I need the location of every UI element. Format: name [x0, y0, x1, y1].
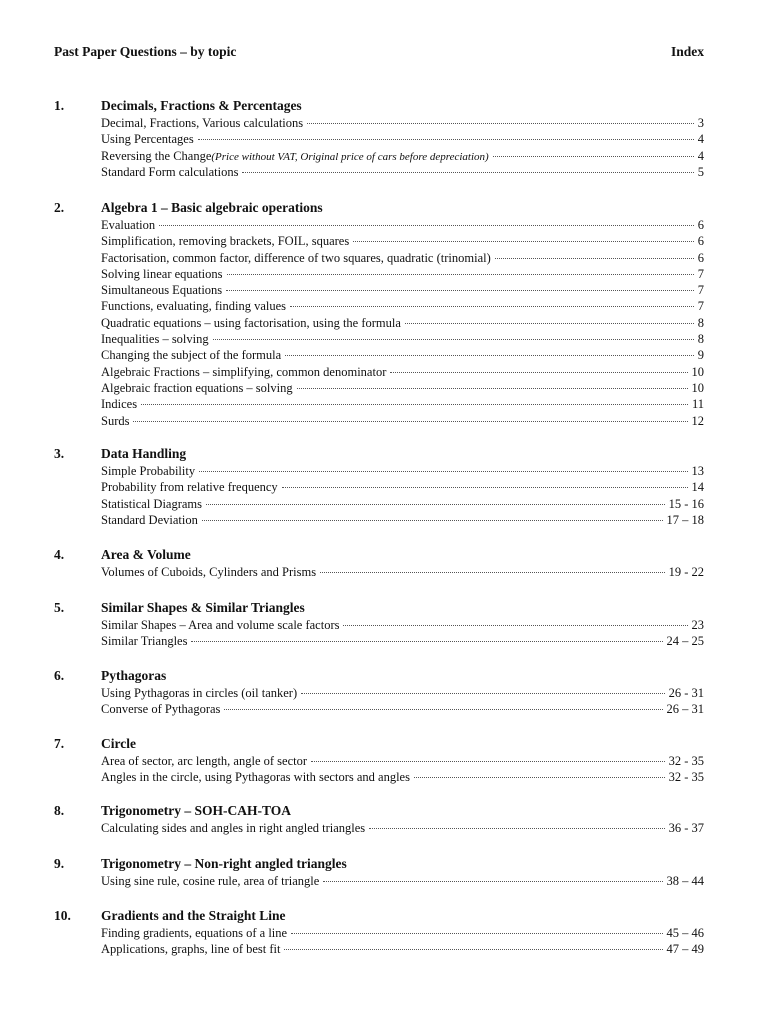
entry-label: Using sine rule, cosine rule, area of triangle [101, 874, 320, 888]
toc-entry [101, 512, 704, 528]
dot-leader [227, 274, 694, 275]
toc-entry [101, 250, 704, 266]
toc-entry [101, 380, 704, 396]
section-number: 2. [54, 200, 65, 215]
section-heading [54, 547, 704, 564]
entry-page-number: 26 – 31 [666, 702, 704, 717]
entry-label: Inequalities – solving [101, 332, 209, 347]
dot-leader [141, 404, 688, 405]
entry-label: Converse of Pythagoras [101, 702, 221, 717]
section-number: 4. [54, 547, 65, 562]
toc-entry [101, 496, 704, 512]
toc-entry [101, 413, 704, 429]
section-title: Area & Volume [101, 547, 191, 562]
entry-page-number: 4 [697, 148, 704, 163]
dot-leader [343, 625, 687, 626]
entry-label: Using Percentages [101, 132, 194, 147]
dot-leader [206, 504, 665, 505]
toc-entry [101, 266, 704, 282]
section-heading [54, 98, 704, 115]
dot-leader [191, 641, 662, 642]
dot-leader [198, 139, 694, 140]
entry-page-number: 4 [697, 132, 704, 147]
toc-section [54, 600, 704, 650]
entry-page-number: 5 [697, 164, 704, 179]
dot-leader [307, 123, 694, 124]
entry-page-number: 24 – 25 [666, 634, 704, 649]
entry-label: Reversing the Change [101, 148, 212, 163]
toc-section [54, 200, 704, 429]
toc-entry [101, 769, 704, 785]
section-number: 10. [54, 908, 71, 923]
toc-entry [101, 701, 704, 717]
toc-section [54, 98, 704, 180]
entry-label: Decimal, Fractions, Various calculations [101, 116, 304, 130]
entry-page-number: 17 – 18 [666, 512, 704, 527]
section-title: Gradients and the Straight Line [101, 908, 286, 923]
toc-section [54, 856, 704, 889]
entry-label: Angles in the circle, using Pythagoras with sectors and angles [101, 770, 410, 785]
entry-page-number: 14 [691, 480, 704, 495]
entry-label: Statistical Diagrams [101, 496, 203, 511]
toc-section [54, 736, 704, 786]
entry-label: Simple Probability [101, 464, 196, 478]
entry-page-number: 32 - 35 [668, 770, 704, 785]
entry-page-number: 9 [697, 348, 704, 363]
entry-page-number: 10 [691, 380, 704, 395]
section-number: 8. [54, 803, 65, 818]
entry-label: Indices [101, 397, 138, 412]
entry-page-number: 12 [691, 413, 704, 428]
toc-section [54, 668, 704, 718]
toc-section [54, 908, 704, 958]
entry-page-number: 7 [697, 299, 704, 314]
dot-leader [390, 372, 687, 373]
section-title: Circle [101, 736, 136, 751]
section-number: 1. [54, 98, 65, 113]
dot-leader [284, 949, 662, 950]
section-heading [54, 200, 704, 217]
entry-label: Evaluation [101, 218, 156, 232]
dot-leader [226, 290, 694, 291]
entry-page-number: 6 [697, 234, 704, 249]
section-heading [54, 446, 704, 463]
document-title: Past Paper Questions – by topic [54, 44, 237, 59]
toc-entry [101, 347, 704, 363]
toc-section [54, 803, 704, 836]
section-number: 3. [54, 446, 65, 461]
toc-entry [101, 753, 704, 769]
entry-page-number: 11 [691, 397, 704, 412]
dot-leader [290, 306, 694, 307]
toc-entry [101, 115, 704, 131]
toc-entry [101, 463, 704, 479]
entry-page-number: 15 - 16 [668, 496, 704, 511]
entry-label: Algebraic Fractions – simplifying, common denominator [101, 364, 387, 379]
entry-label: Factorisation, common factor, difference of two squares, quadratic (trinomial) [101, 250, 491, 265]
dot-leader [282, 487, 688, 488]
section-number: 9. [54, 856, 65, 871]
toc-entry [101, 685, 704, 701]
toc-entry [101, 617, 704, 633]
toc-entry [101, 941, 704, 957]
entry-label: Similar Shapes – Area and volume scale factors [101, 618, 340, 632]
entry-page-number: 8 [697, 332, 704, 347]
entry-page-number: 10 [691, 364, 704, 379]
entry-label: Area of sector, arc length, angle of sector [101, 754, 307, 768]
entry-label: Applications, graphs, line of best fit [101, 942, 281, 957]
toc-section [54, 446, 704, 528]
entry-label: Solving linear equations [101, 266, 223, 281]
entry-page-number: 23 [691, 618, 704, 632]
dot-leader [213, 339, 694, 340]
entry-label: Functions, evaluating, finding values [101, 299, 287, 314]
entry-label: Calculating sides and angles in right angled triangles [101, 821, 366, 835]
section-title: Pythagoras [101, 668, 167, 683]
toc-entry [101, 564, 704, 580]
entry-page-number: 3 [697, 116, 704, 130]
entry-page-number: 6 [697, 250, 704, 265]
dot-leader [199, 471, 687, 472]
entry-label: Changing the subject of the formula [101, 348, 282, 363]
dot-leader [224, 709, 662, 710]
dot-leader [159, 225, 694, 226]
dot-leader [133, 421, 687, 422]
entry-page-number: 6 [697, 218, 704, 232]
toc-entry [101, 331, 704, 347]
entry-label: Simultaneous Equations [101, 283, 223, 298]
entry-page-number: 19 - 22 [668, 565, 704, 579]
entry-label: Quadratic equations – using factorisation, using the formula [101, 315, 401, 330]
toc-entry [101, 925, 704, 941]
entry-page-number: 7 [697, 283, 704, 298]
dot-leader [242, 172, 693, 173]
section-number: 5. [54, 600, 65, 615]
section-heading [54, 668, 704, 685]
entry-page-number: 38 – 44 [666, 874, 704, 888]
toc-entry [101, 633, 704, 649]
section-title: Trigonometry – SOH-CAH-TOA [101, 803, 291, 818]
dot-leader [353, 241, 694, 242]
entry-page-number: 26 - 31 [668, 686, 704, 700]
section-title: Algebra 1 – Basic algebraic operations [101, 200, 323, 215]
dot-leader [285, 355, 694, 356]
dot-leader [311, 761, 665, 762]
entry-label: Algebraic fraction equations – solving [101, 380, 293, 395]
toc-entry [101, 479, 704, 495]
entry-page-number: 36 - 37 [668, 821, 704, 835]
toc-entry [101, 364, 704, 380]
entry-label: Similar Triangles [101, 634, 188, 649]
section-heading [54, 600, 704, 617]
entry-page-number: 47 – 49 [666, 942, 704, 957]
dot-leader [202, 520, 663, 521]
dot-leader [493, 156, 694, 157]
entry-label: Probability from relative frequency [101, 480, 278, 495]
toc-entry [101, 217, 704, 233]
entry-label: Using Pythagoras in circles (oil tanker) [101, 686, 298, 700]
dot-leader [291, 933, 662, 934]
page-header [54, 44, 704, 62]
toc-entry [101, 233, 704, 249]
toc-entry [101, 298, 704, 314]
section-title: Decimals, Fractions & Percentages [101, 98, 302, 113]
entry-page-number: 32 - 35 [668, 754, 704, 768]
entry-page-number: 13 [691, 464, 704, 478]
section-heading [54, 803, 704, 820]
toc-entry [101, 820, 704, 836]
section-heading [54, 856, 704, 873]
dot-leader [320, 572, 665, 573]
toc-entry [101, 315, 704, 331]
entry-label: Volumes of Cuboids, Cylinders and Prisms [101, 565, 317, 579]
section-title: Similar Shapes & Similar Triangles [101, 600, 305, 615]
index-label: Index [670, 44, 704, 59]
toc-entry [101, 873, 704, 889]
dot-leader [405, 323, 694, 324]
dot-leader [301, 693, 664, 694]
dot-leader [323, 881, 662, 882]
dot-leader [369, 828, 664, 829]
section-title: Trigonometry – Non-right angled triangles [101, 856, 347, 871]
entry-label: Finding gradients, equations of a line [101, 926, 288, 940]
entry-note: (Price without VAT, Original price of cars before depreciation) [211, 150, 489, 163]
dot-leader [414, 777, 665, 778]
toc-entry [101, 148, 704, 164]
section-heading [54, 908, 704, 925]
toc-entry [101, 131, 704, 147]
section-number: 7. [54, 736, 65, 751]
toc-entry [101, 396, 704, 412]
toc-entry [101, 282, 704, 298]
dot-leader [495, 258, 694, 259]
toc-section [54, 547, 704, 580]
entry-label: Simplification, removing brackets, FOIL, squares [101, 234, 350, 249]
entry-label: Standard Form calculations [101, 164, 239, 179]
section-heading [54, 736, 704, 753]
dot-leader [297, 388, 688, 389]
section-number: 6. [54, 668, 65, 683]
entry-page-number: 45 – 46 [666, 926, 704, 940]
entry-label: Surds [101, 413, 130, 428]
section-title: Data Handling [101, 446, 187, 461]
entry-label: Standard Deviation [101, 512, 198, 527]
entry-page-number: 8 [697, 315, 704, 330]
entry-page-number: 7 [697, 266, 704, 281]
toc-entry [101, 164, 704, 180]
